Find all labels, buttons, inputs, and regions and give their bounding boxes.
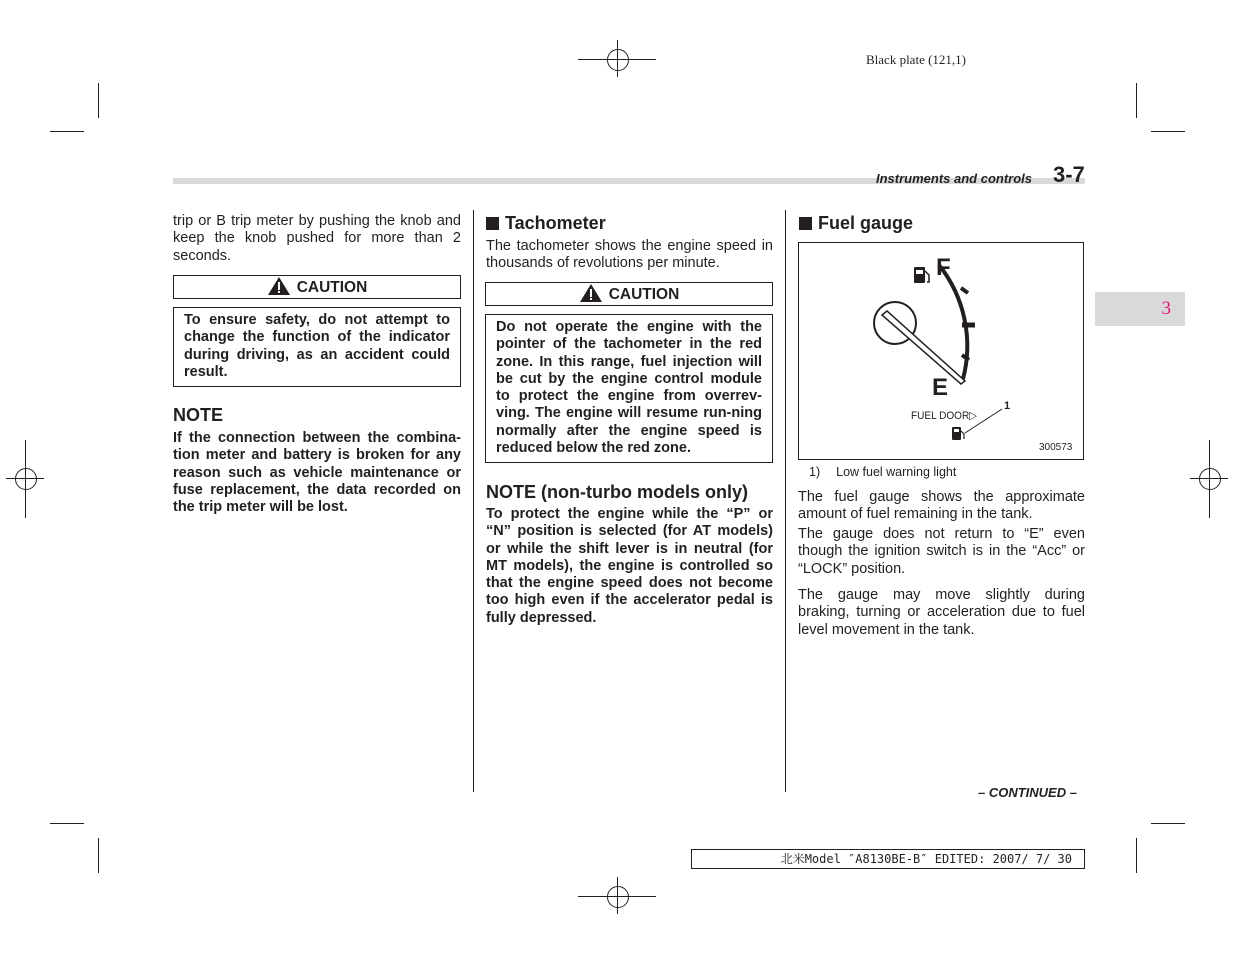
- trip-meter-intro: trip or B trip meter by pushing the knob and keep the knob pushed for more than 2 seconds.: [173, 213, 461, 264]
- chapter-number: 3: [1161, 298, 1171, 319]
- fuel-gauge-paragraph-3: The gauge may move slightly during braking, turning or acceleration due to fuel level movement in the tank.: [798, 587, 1085, 638]
- plate-label: Black plate (121,1): [866, 52, 966, 67]
- section-bullet-icon: [799, 217, 812, 230]
- figure-caption: [809, 465, 956, 479]
- note-title: NOTE: [173, 405, 224, 425]
- note-text: If the connection between the combina-tion meter and battery is broken for any reason such as vehicle maintenance or fuse replacement, the data recorded on the trip meter will be lost.: [173, 430, 461, 516]
- full-mark-label: F: [936, 254, 951, 281]
- caption-text: Low fuel warning light: [836, 465, 957, 479]
- fuel-gauge-heading-text: Fuel gauge: [818, 213, 914, 233]
- caution-label: CAUTION: [296, 279, 368, 296]
- note-text: To protect the engine while the “P” or “N” position is selected (for AT models) or while the shift lever is in neutral (for MT models), the engine is controlled so that the engine speed does not become too high even if the accelerator pedal is fully depressed.: [486, 506, 773, 626]
- fuel-door-label: FUEL DOOR▷: [911, 410, 978, 422]
- caution-text: To ensure safety, do not attempt to change the function of the indicator during driving, as an accident could result.: [173, 307, 461, 387]
- caution-header: [485, 282, 773, 306]
- continued-label: – CONTINUED –: [978, 785, 1077, 800]
- fuel-gauge-figure: [798, 242, 1084, 460]
- page-number: 3-7: [1053, 162, 1085, 187]
- callout-number: 1: [1004, 400, 1011, 412]
- empty-mark-label: E: [932, 374, 949, 401]
- section-bullet-icon: [486, 217, 499, 230]
- tachometer-heading: [486, 213, 606, 234]
- caution-label: CAUTION: [608, 286, 680, 303]
- warning-triangle-icon: [579, 283, 603, 303]
- note-title: NOTE (non-turbo models only): [486, 482, 748, 502]
- fuel-pump-icon: [914, 267, 929, 283]
- chapter-tab: [1095, 292, 1185, 326]
- low-fuel-warning-icon: [952, 427, 964, 440]
- caution-text: Do not operate the engine with the pointer of the tachometer in the red zone. In this range, fuel injection will be cut by the engine control module to protect the engine from overrev-ving. The engine will resume run-ning normally after the engine speed is reduced below the red zone.: [485, 314, 773, 463]
- warning-triangle-icon: [267, 276, 291, 296]
- section-title: Instruments and controls: [876, 171, 1033, 186]
- caption-number: 1): [809, 465, 821, 479]
- tachometer-text: The tachometer shows the engine speed in thousands of revolutions per minute.: [486, 238, 773, 272]
- fuel-gauge-illustration: [799, 243, 1083, 459]
- figure-code: 300573: [1039, 442, 1073, 453]
- fuel-gauge-heading: [799, 213, 913, 234]
- fuel-gauge-paragraph-1: The fuel gauge shows the approximate amount of fuel remaining in the tank.: [798, 489, 1085, 523]
- column-divider: [785, 210, 786, 792]
- column-divider: [473, 210, 474, 792]
- fuel-gauge-paragraph-2: The gauge does not return to “E” even though the ignition switch is in the “Acc” or “LOCK” position.: [798, 526, 1085, 577]
- edit-stamp: 北米Model ″A8130BE-B″ EDITED: 2007/ 7/ 30: [691, 849, 1085, 869]
- tachometer-heading-text: Tachometer: [505, 213, 606, 233]
- caution-header: [173, 275, 461, 299]
